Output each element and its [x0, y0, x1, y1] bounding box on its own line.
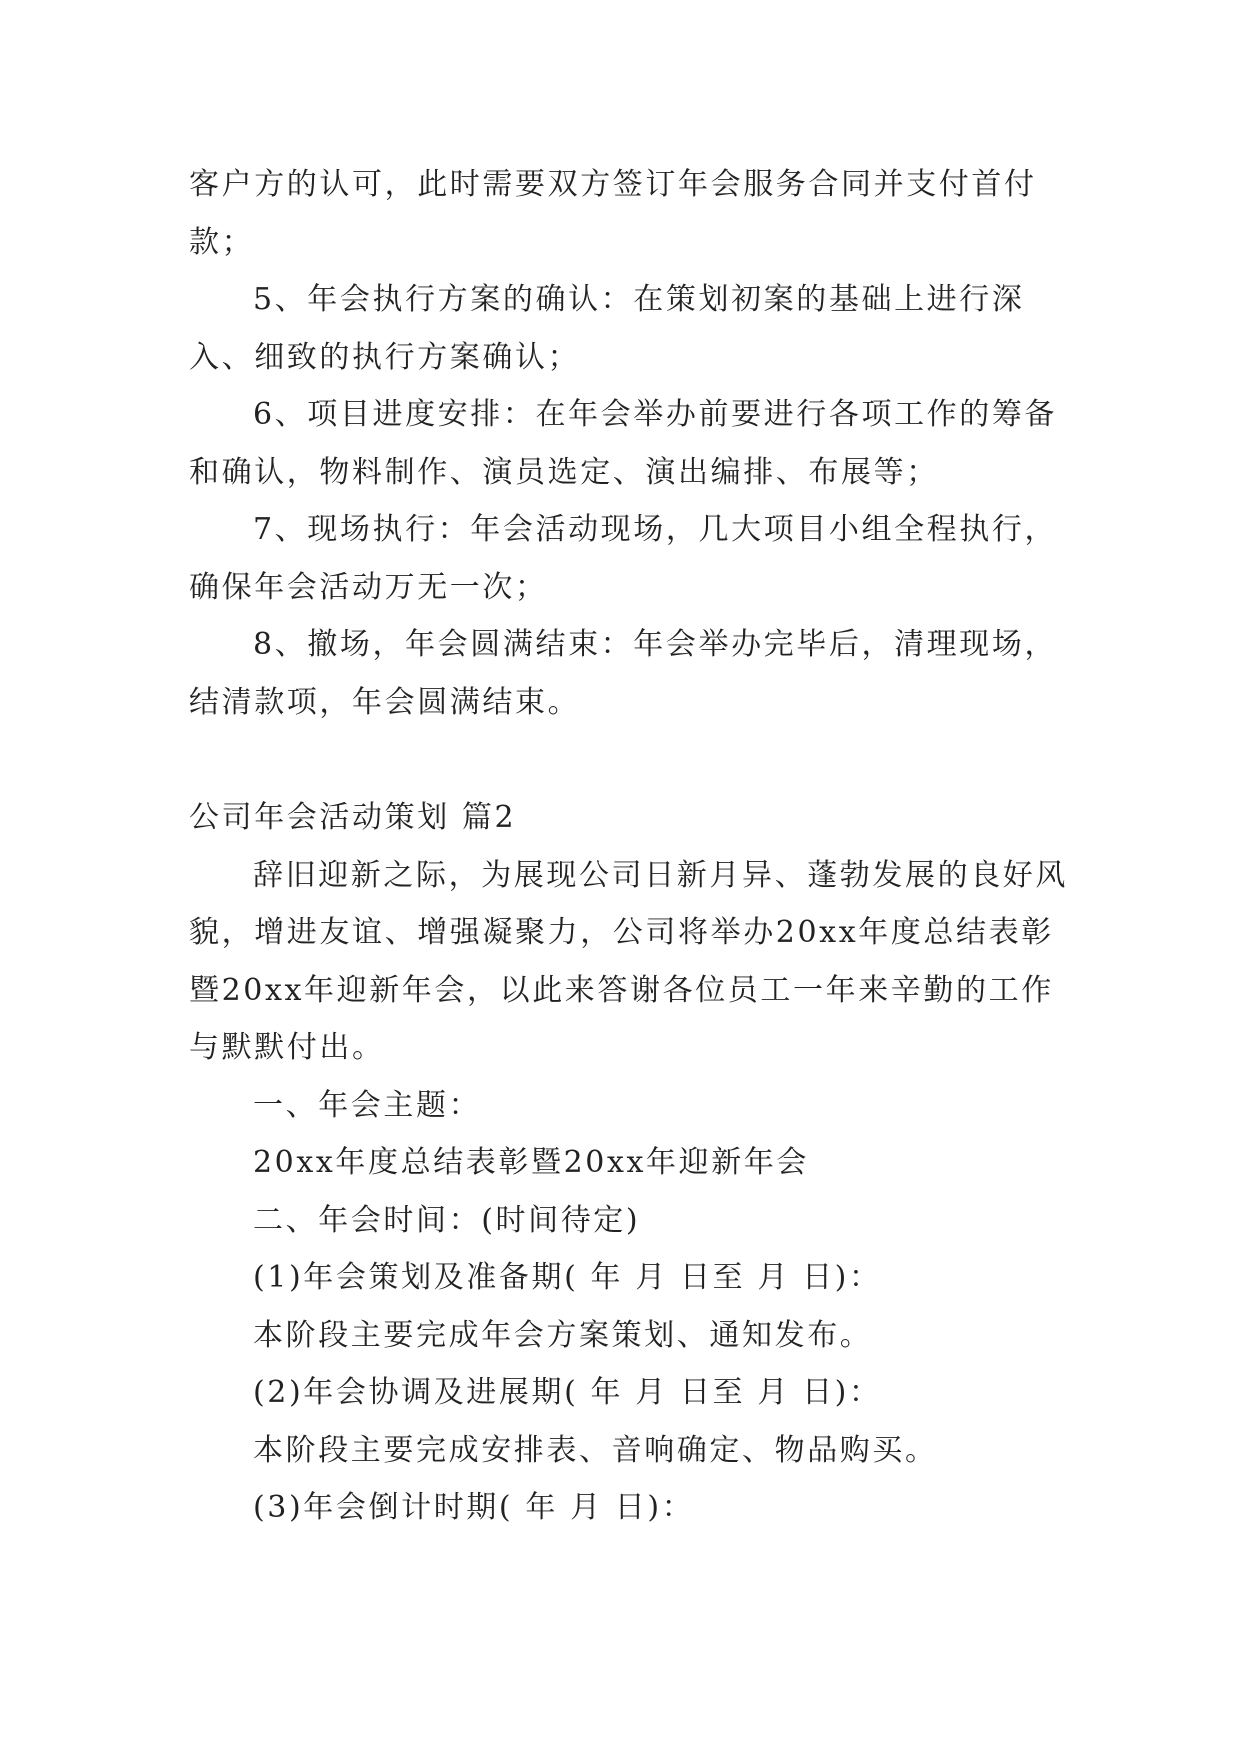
phase-3-label: (3)年会倒计时期( 年 月 日)：	[253, 1490, 695, 1525]
section-gap	[189, 731, 1069, 789]
phase-1-description: 本阶段主要完成年会方案策划、通知发布。	[253, 1317, 873, 1353]
document-body	[189, 156, 1069, 1537]
phase-1-label: (1)年会策划及准备期( 年 月 日至 月 日)：	[253, 1260, 882, 1295]
theme-label: 一、年会主题：	[253, 1087, 482, 1123]
theme-value: 20xx年度总结表彰暨20xx年迎新年会	[253, 1145, 810, 1180]
intro-paragraph: 辞旧迎新之际，为展现公司日新月异、蓬勃发展的良好风貌，增进友谊、增强凝聚力，公司将举办20xx年度总结表彰暨20xx年迎新年会，以此来答谢各位员工一年来辛勤的工作与默默付出。	[189, 857, 1068, 1065]
phase-2-label: (2)年会协调及进展期( 年 月 日至 月 日)：	[253, 1375, 882, 1410]
step-7: 7、现场执行：年会活动现场，几大项目小组全程执行，确保年会活动万无一次；	[189, 512, 1058, 605]
step-5: 5、年会执行方案的确认：在策划初案的基础上进行深入、细致的执行方案确认；	[189, 282, 1025, 375]
phase-2-description: 本阶段主要完成安排表、音响确定、物品购买。	[253, 1432, 938, 1468]
paragraph-continuation: 客户方的认可，此时需要双方签订年会服务合同并支付首付款；	[189, 167, 1037, 260]
step-6: 6、项目进度安排：在年会举办前要进行各项工作的筹备和确认，物料制作、演员选定、演出编排、布展等；	[189, 397, 1058, 490]
step-8: 8、撤场，年会圆满结束：年会举办完毕后，清理现场，结清款项，年会圆满结束。	[189, 627, 1058, 720]
time-label: 二、年会时间：(时间待定)	[253, 1202, 641, 1238]
section-title: 公司年会活动策划 篇2	[189, 800, 517, 835]
